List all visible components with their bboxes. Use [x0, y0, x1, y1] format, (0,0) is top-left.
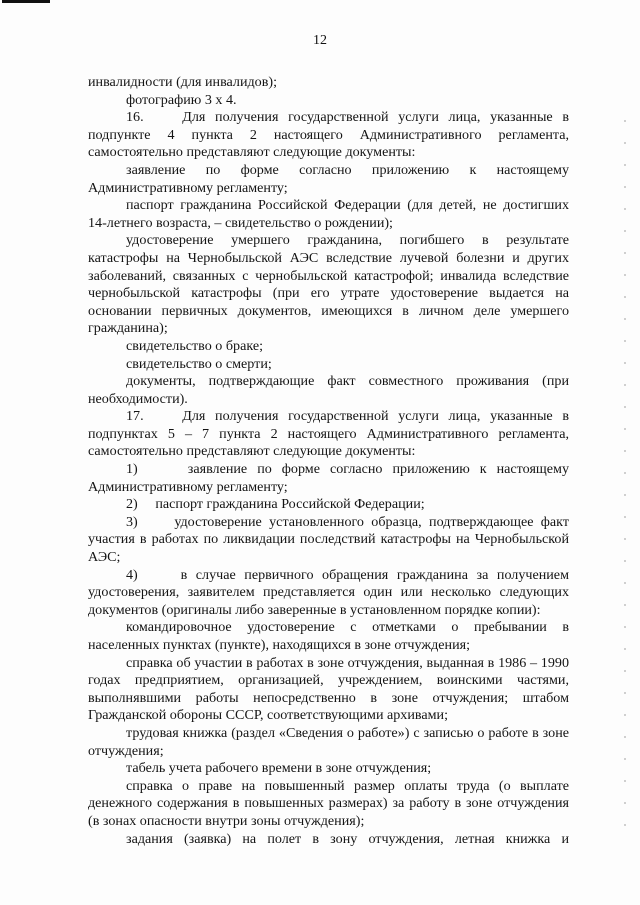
- paragraph: инвалидности (для инвалидов);: [88, 74, 277, 90]
- list-item: табель учета рабочего времени в зоне отчуждения;: [126, 760, 432, 777]
- list-item: командировочное удостоверение с отметками о пребывании в населенных пунктах (пункте), находящихся в зоне отчуждения;: [88, 619, 569, 653]
- list-item: 3) удостоверение установленного образца, подтверждающее факт участия в работах по ликвидации последствий катастрофы на Чернобыльской АЭС;: [88, 513, 569, 566]
- document-body: [88, 74, 569, 848]
- paragraph: фотографию 3 х 4.: [126, 91, 237, 108]
- list-item: документы, подтверждающие факт совместного проживания (при необходимости).: [88, 373, 569, 407]
- list-item: удостоверение умершего гражданина, погибшего в результате катастрофы на Чернобыльской АЭС вследствие лучевой болезни и других заболеваний, связанных с чернобыльской катастрофой; инвалида вследствие чернобыльской катастрофы (при его утрате удостоверение выдается на основании первичных документов, имеющихся в личном деле умершего гражданина);: [88, 232, 569, 337]
- list-item: 4) в случае первичного обращения гражданина за получением удостоверения, заявителем представляется один или несколько следующих документов (оригиналы либо заверенные в установленном порядке копии):: [88, 566, 569, 618]
- paragraph: 17. Для получения государственной услуги лица, указанные в подпунктах 5 – 7 пункта 2 настоящего Административного регламента, самостоятельно представляют следующие документы:: [88, 408, 569, 460]
- list-item: свидетельство о браке;: [126, 337, 264, 354]
- list-item: паспорт гражданина Российской Федерации (для детей, не достигших 14-летнего возраста, – свидетельство о рождении);: [88, 197, 569, 231]
- list-item: задания (заявка) на полет в зону отчуждения, летная книжка и: [126, 830, 569, 847]
- list-item: заявление по форме согласно приложению к настоящему Административному регламенту;: [88, 161, 569, 196]
- page-number: 12: [313, 33, 327, 48]
- scan-margin-specks: [624, 120, 626, 840]
- list-item: свидетельство о смерти;: [126, 355, 272, 372]
- scan-edge-mark: [2, 0, 50, 3]
- list-item: справка об участии в работах в зоне отчуждения, выданная в 1986 – 1990 годах предприятием, организацией, учреждением, воинскими частями, выполнявшими работы непосредственно в зоне отчуждения; штабом Гражданской обороны СССР, соответствующими архивами;: [88, 654, 569, 724]
- list-item: 2) паспорт гражданина Российской Федерации;: [126, 496, 425, 513]
- list-item: 1) заявление по форме согласно приложению к настоящему Административному регламенту;: [88, 461, 569, 495]
- paragraph: 16. Для получения государственной услуги лица, указанные в подпункте 4 пункта 2 настоящего Административного регламента, самостоятельно представляют следующие документы:: [88, 109, 569, 161]
- list-item: справка о праве на повышенный размер оплаты труда (о выплате денежного содержания в повышенных размерах) за работу в зоне отчуждения (в зонах опасности внутри зоны отчуждения);: [88, 777, 569, 829]
- list-item: трудовая книжка (раздел «Сведения о работе») с записью о работе в зоне отчуждения;: [88, 724, 569, 759]
